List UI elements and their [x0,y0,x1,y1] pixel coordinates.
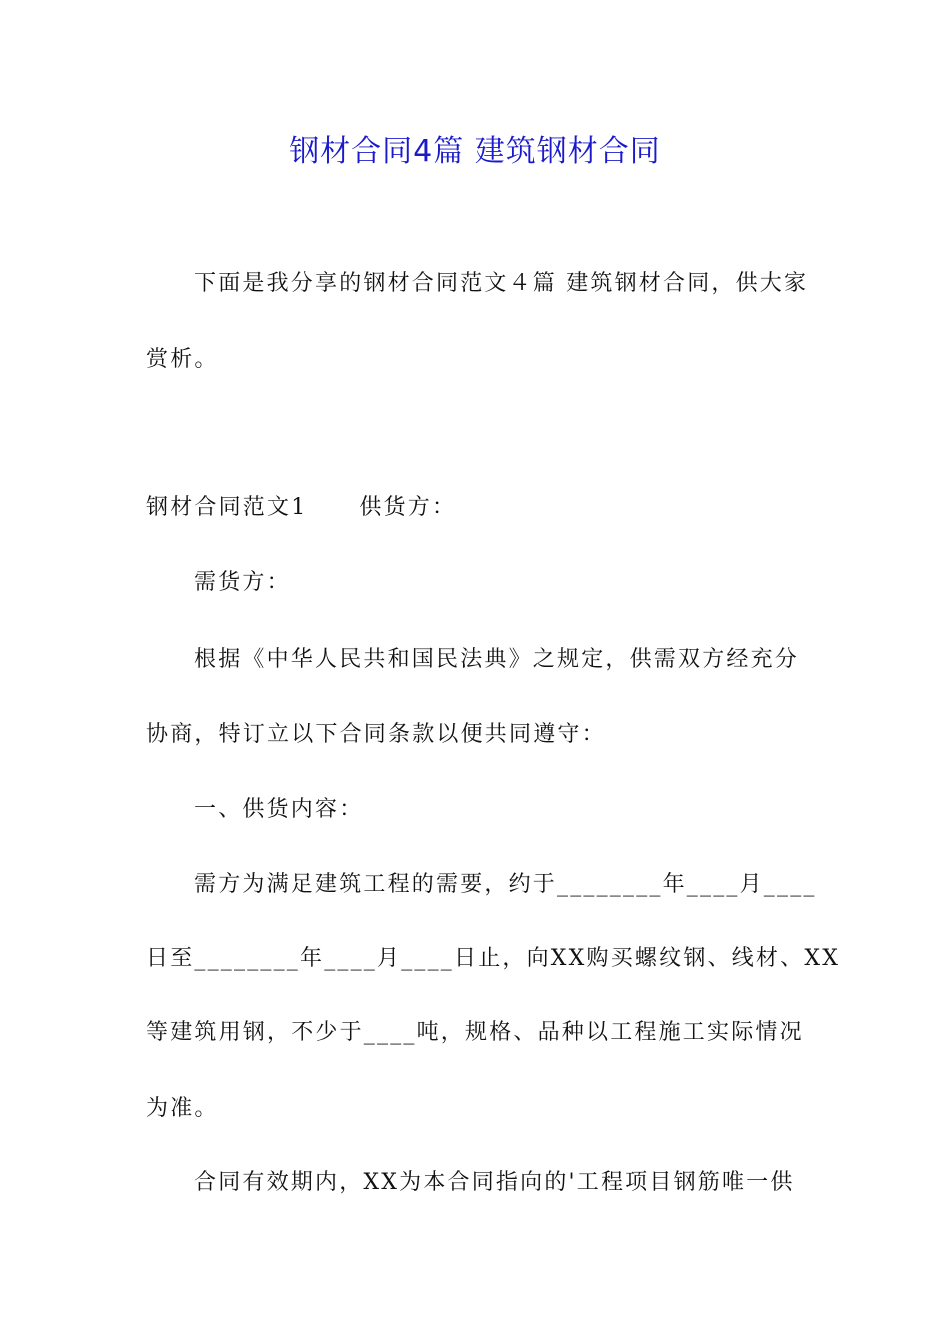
supply-line-2: 日至________年____月____日止，向XX购买螺纹钢、线材、XX [146,946,841,971]
supply-line-3: 等建筑用钢，不少于____吨，规格、品种以工程施工实际情况 [146,1020,804,1045]
section-heading-line [146,492,456,524]
supplier-label: 供货方： [359,495,457,520]
page-title: 钢材合同4篇 建筑钢材合同 [289,134,661,169]
intro-line-2: 赏析。 [146,347,219,372]
supply-line-1: 需方为满足建筑工程的需要，约于________年____月____ [194,872,817,897]
basis-line-2: 协商，特订立以下合同条款以便共同遵守： [146,722,606,747]
buyer-label: 需货方： [194,570,291,595]
supply-content-heading: 一、供货内容： [194,797,364,822]
validity-line-1: 合同有效期内，XX为本合同指向的'工程项目钢筋唯一供 [194,1170,795,1195]
contract-sample-label: 钢材合同范文1 [146,495,308,520]
supply-line-4: 为准。 [146,1096,219,1121]
basis-line-1: 根据《中华人民共和国民法典》之规定，供需双方经充分 [194,647,800,672]
intro-line-1: 下面是我分享的钢材合同范文４篇 建筑钢材合同，供大家 [194,271,809,296]
